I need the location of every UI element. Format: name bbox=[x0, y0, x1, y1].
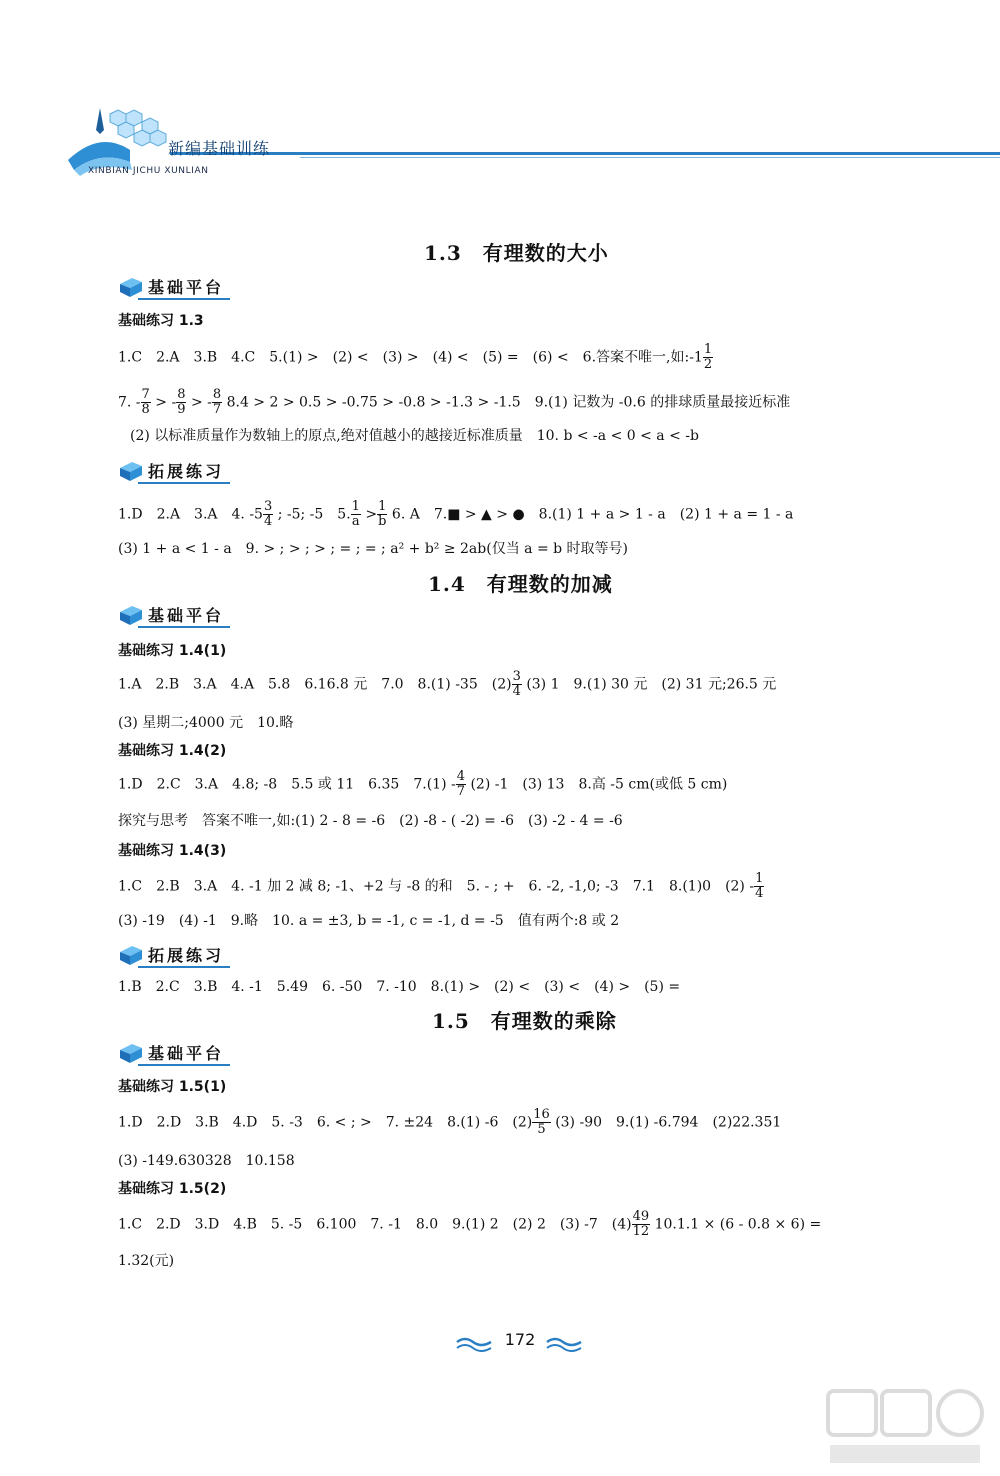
badge-tuozhan-lianxi bbox=[118, 458, 248, 486]
answer-line: 7. - $\frac{7}{8}$ > - $\frac{8}{9}$ > - $\frac{8}{7}$ 8.4 > 2 > 0.5 > -0.75 > -0.8 > -1.3 > -1.5 9.(1) 记数为 -0.6 的排球质量最接近标准 bbox=[118, 387, 791, 417]
badge-label: 拓展练习 bbox=[148, 946, 225, 965]
watermark-logo-icon bbox=[820, 1385, 990, 1470]
badge-tuozhan-lianxi bbox=[118, 942, 248, 970]
header-title: 新编基础训练 bbox=[168, 139, 271, 158]
sub-heading: 基础练习 1.4(2) bbox=[118, 743, 227, 759]
cube-icon bbox=[118, 460, 144, 482]
page-number bbox=[455, 1330, 585, 1354]
section-title-1-3: 1.3 有理数的大小 bbox=[424, 241, 609, 265]
answer-line: 1.D 2.C 3.A 4.8; -8 5.5 或 11 6.35 7.(1) - $\frac{4}{7}$ (2) -1 (3) 13 8.高 -5 cm(或低 5 cm) bbox=[118, 769, 728, 799]
answer-line: (3) -149.630328 10.158 bbox=[118, 1153, 295, 1169]
cube-icon bbox=[118, 604, 144, 626]
answer-line bbox=[118, 343, 713, 372]
answer-line: 1.B 2.C 3.B 4. -1 5.49 6. -50 7. -10 8.(1) > (2) < (3) < (4) > (5) = bbox=[118, 979, 681, 995]
badge-label: 基础平台 bbox=[148, 606, 225, 625]
answer-line: 1.C 2.D 3.D 4.B 5. -5 6.100 7. -1 8.0 9.(1) 2 (2) 2 (3) -7 (4) $\frac{49}{12}$ 10.1.1 × (6 - 0.8 × 6) = bbox=[118, 1209, 822, 1239]
answer-line: (3) 1 + a < 1 - a 9. > ; > ; > ; = ; = ; a² + b² ≥ 2ab(仅当 a = b 时取等号) bbox=[118, 541, 629, 557]
answer-line: 1.D 2.A 3.A 4. -5 $\frac{3}{4}$ ; -5; -5 5. $\frac{1}{a}$ > $\frac{1}{b}$ 6. A 7.■ > ▲ > ● 8.(1) 1 + a > 1 - a (2) 1 + a = 1 - a bbox=[118, 499, 794, 529]
sub-heading: 基础练习 1.5(2) bbox=[118, 1181, 227, 1197]
badge-label: 基础平台 bbox=[148, 1044, 225, 1063]
answer-line: 1.A 2.B 3.A 4.A 5.8 6.16.8 元 7.0 8.(1) -35 (2) $\frac{3}{4}$ (3) 1 9.(1) 30 元 (2) 31 元;26.5 元 bbox=[118, 669, 777, 699]
answer-line: 探究与思考 答案不唯一,如:(1) 2 - 8 = -6 (2) -8 - ( -2) = -6 (3) -2 - 4 = -6 bbox=[118, 813, 623, 829]
answer-line: 1.32(元) bbox=[118, 1253, 175, 1269]
answer-line: 1.D 2.D 3.B 4.D 5. -3 6. < ; > 7. ±24 8.(1) -6 (2) $\frac{16}{5}$ (3) -90 9.(1) -6.794 (2)22.351 bbox=[118, 1107, 782, 1137]
badge-label: 拓展练习 bbox=[148, 462, 225, 481]
badge-jichu-pingtai bbox=[118, 274, 248, 302]
cube-icon bbox=[118, 944, 144, 966]
header-subtitle: XINBIAN JICHU XUNLIAN bbox=[88, 166, 209, 176]
cube-icon bbox=[118, 1042, 144, 1064]
answer-text: 1.C 2.A 3.B 4.C 5.(1) > (2) < (3) > (4) < (5) = (6) < 6.答案不唯一,如:-1 bbox=[118, 349, 703, 366]
badge-jichu-pingtai bbox=[118, 602, 248, 630]
badge-jichu-pingtai bbox=[118, 1040, 248, 1068]
cube-icon bbox=[118, 276, 144, 298]
page-number-text: 172 bbox=[504, 1330, 536, 1349]
sub-heading: 基础练习 1.3 bbox=[118, 313, 204, 329]
answer-line: (3) -19 (4) -1 9.略 10. a = ±3, b = -1, c = -1, d = -5 值有两个:8 或 2 bbox=[118, 913, 620, 929]
badge-label: 基础平台 bbox=[148, 278, 225, 297]
sub-heading: 基础练习 1.5(1) bbox=[118, 1079, 227, 1095]
wave-left-icon bbox=[455, 1334, 495, 1352]
wave-right-icon bbox=[545, 1334, 585, 1352]
section-title-1-4: 1.4 有理数的加减 bbox=[428, 572, 613, 596]
answer-line: (2) 以标准质量作为数轴上的原点,绝对值越小的越接近标准质量 10. b < -a < 0 < a < -b bbox=[130, 428, 699, 444]
header-banner bbox=[60, 100, 1000, 190]
section-title-1-5: 1.5 有理数的乘除 bbox=[432, 1009, 617, 1033]
sub-heading: 基础练习 1.4(1) bbox=[118, 643, 227, 659]
sub-heading: 基础练习 1.4(3) bbox=[118, 843, 227, 859]
fraction: $\frac{1}{2}$ bbox=[703, 342, 713, 372]
answer-line: (3) 星期二;4000 元 10.略 bbox=[118, 715, 294, 731]
answer-line: 1.C 2.B 3.A 4. -1 加 2 减 8; -1、+2 与 -8 的和 5. - ; + 6. -2, -1,0; -3 7.1 8.(1)0 (2) - $\frac{1}{4}$ bbox=[118, 871, 764, 901]
